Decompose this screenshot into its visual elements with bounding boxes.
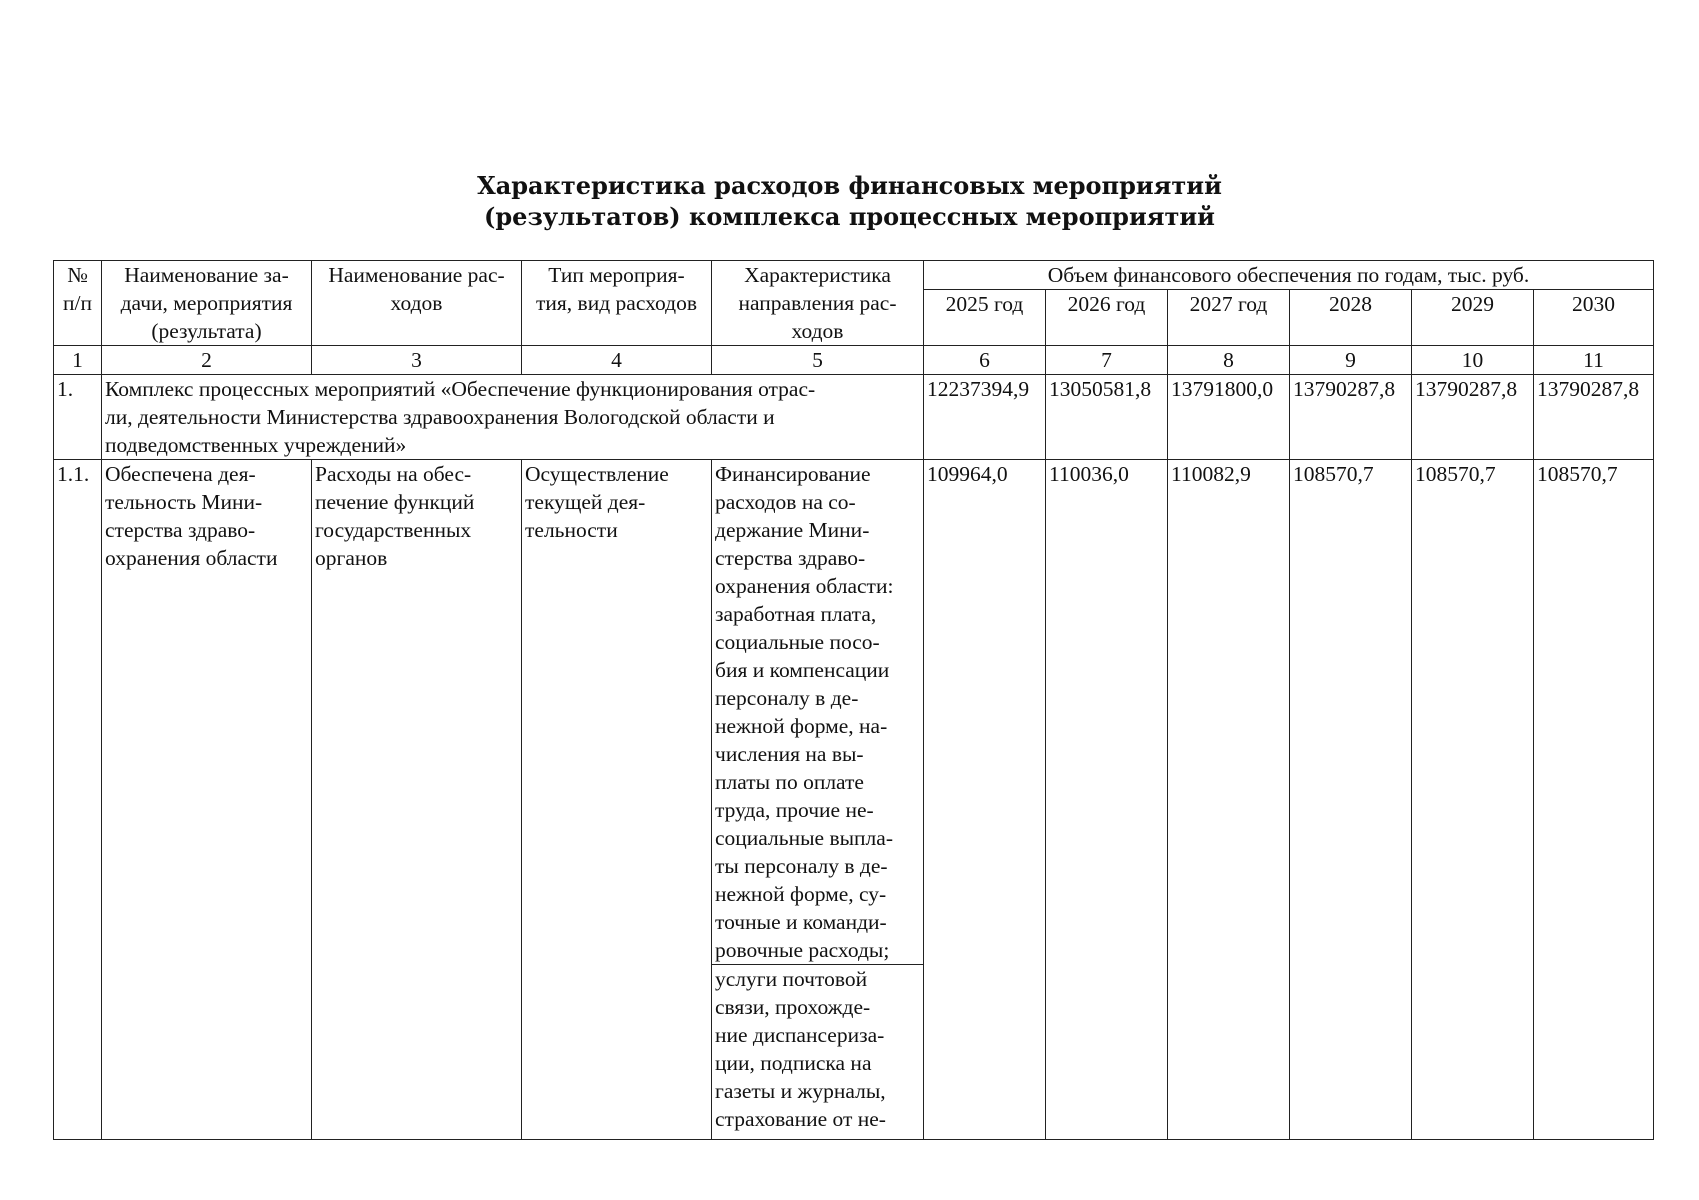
row-1-1-value-2026: 110036,0 xyxy=(1046,460,1168,1140)
row-1-value-2025: 12237394,9 xyxy=(924,375,1046,460)
header-year-2026: 2026 год xyxy=(1046,290,1168,346)
row-1-1-expense: Расходы на обес- печение функций государственных органов xyxy=(312,460,522,1140)
header-direction: Характеристика направления рас- ходов xyxy=(712,261,924,346)
table-row xyxy=(54,375,1654,460)
row-1-1-value-2025: 109964,0 xyxy=(924,460,1046,1140)
header-row-1 xyxy=(54,261,1654,290)
header-year-2030: 2030 xyxy=(1534,290,1654,346)
header-year-2028: 2028 xyxy=(1290,290,1412,346)
colnum-8: 8 xyxy=(1168,346,1290,375)
row-1-title: Комплекс процессных мероприятий «Обеспечение функционирования отрас- ли, деятельности Министерства здравоохранения Вологодской области и подведомственных учреждений» xyxy=(102,375,924,460)
finance-table-wrapper xyxy=(53,260,1654,1140)
header-type: Тип мероприя- тия, вид расходов xyxy=(522,261,712,346)
row-1-1-num: 1.1. xyxy=(54,460,102,1140)
finance-table xyxy=(53,260,1654,1140)
colnum-11: 11 xyxy=(1534,346,1654,375)
row-1-1-type: Осуществление текущей дея- тельности xyxy=(522,460,712,1140)
header-volume: Объем финансового обеспечения по годам, тыс. руб. xyxy=(924,261,1654,290)
row-1-value-2030: 13790287,8 xyxy=(1534,375,1654,460)
row-1-value-2026: 13050581,8 xyxy=(1046,375,1168,460)
column-number-row xyxy=(54,346,1654,375)
header-task: Наименование за- дачи, мероприятия (результата) xyxy=(102,261,312,346)
row-1-value-2028: 13790287,8 xyxy=(1290,375,1412,460)
header-year-2025: 2025 год xyxy=(924,290,1046,346)
row-1-1-value-2028: 108570,7 xyxy=(1290,460,1412,1140)
table-row xyxy=(54,460,1654,1140)
direction-part-b: услуги почтовой связи, прохожде- ние диспансеризa- ции, подписка на газеты и журналы, страхование от не- xyxy=(715,967,886,1131)
header-year-2029: 2029 xyxy=(1412,290,1534,346)
row-1-value-2027: 13791800,0 xyxy=(1168,375,1290,460)
colnum-3: 3 xyxy=(312,346,522,375)
colnum-6: 6 xyxy=(924,346,1046,375)
direction-part-a: Финансирование расходов на со- держание Мини- стерства здраво- охранения области: заработная плата, социальные посо- бия и компенсации персоналу в де- нежной форме, на- числения на вы- платы по оплате труда, прочие не- социальные выпла- ты персоналу в де- нежной форме, су- точные и команди- ровочные расходы; xyxy=(712,460,923,965)
row-1-1-value-2027: 110082,9 xyxy=(1168,460,1290,1140)
header-year-2027: 2027 год xyxy=(1168,290,1290,346)
row-1-value-2029: 13790287,8 xyxy=(1412,375,1534,460)
title-line-1: Характеристика расходов финансовых мероприятий xyxy=(477,171,1222,200)
row-1-1-value-2029: 108570,7 xyxy=(1412,460,1534,1140)
colnum-1: 1 xyxy=(54,346,102,375)
row-1-1-direction xyxy=(712,460,924,1140)
row-1-1-task: Обеспечена дея- тельность Мини- стерства здраво- охранения области xyxy=(102,460,312,1140)
colnum-10: 10 xyxy=(1412,346,1534,375)
colnum-2: 2 xyxy=(102,346,312,375)
header-num: № п/п xyxy=(54,261,102,346)
colnum-7: 7 xyxy=(1046,346,1168,375)
row-1-1-value-2030: 108570,7 xyxy=(1534,460,1654,1140)
colnum-5: 5 xyxy=(712,346,924,375)
document-title xyxy=(0,170,1699,232)
row-1-num: 1. xyxy=(54,375,102,460)
colnum-9: 9 xyxy=(1290,346,1412,375)
title-line-2: (результатов) комплекса процессных мероприятий xyxy=(484,202,1215,231)
colnum-4: 4 xyxy=(522,346,712,375)
header-expense: Наименование рас- ходов xyxy=(312,261,522,346)
